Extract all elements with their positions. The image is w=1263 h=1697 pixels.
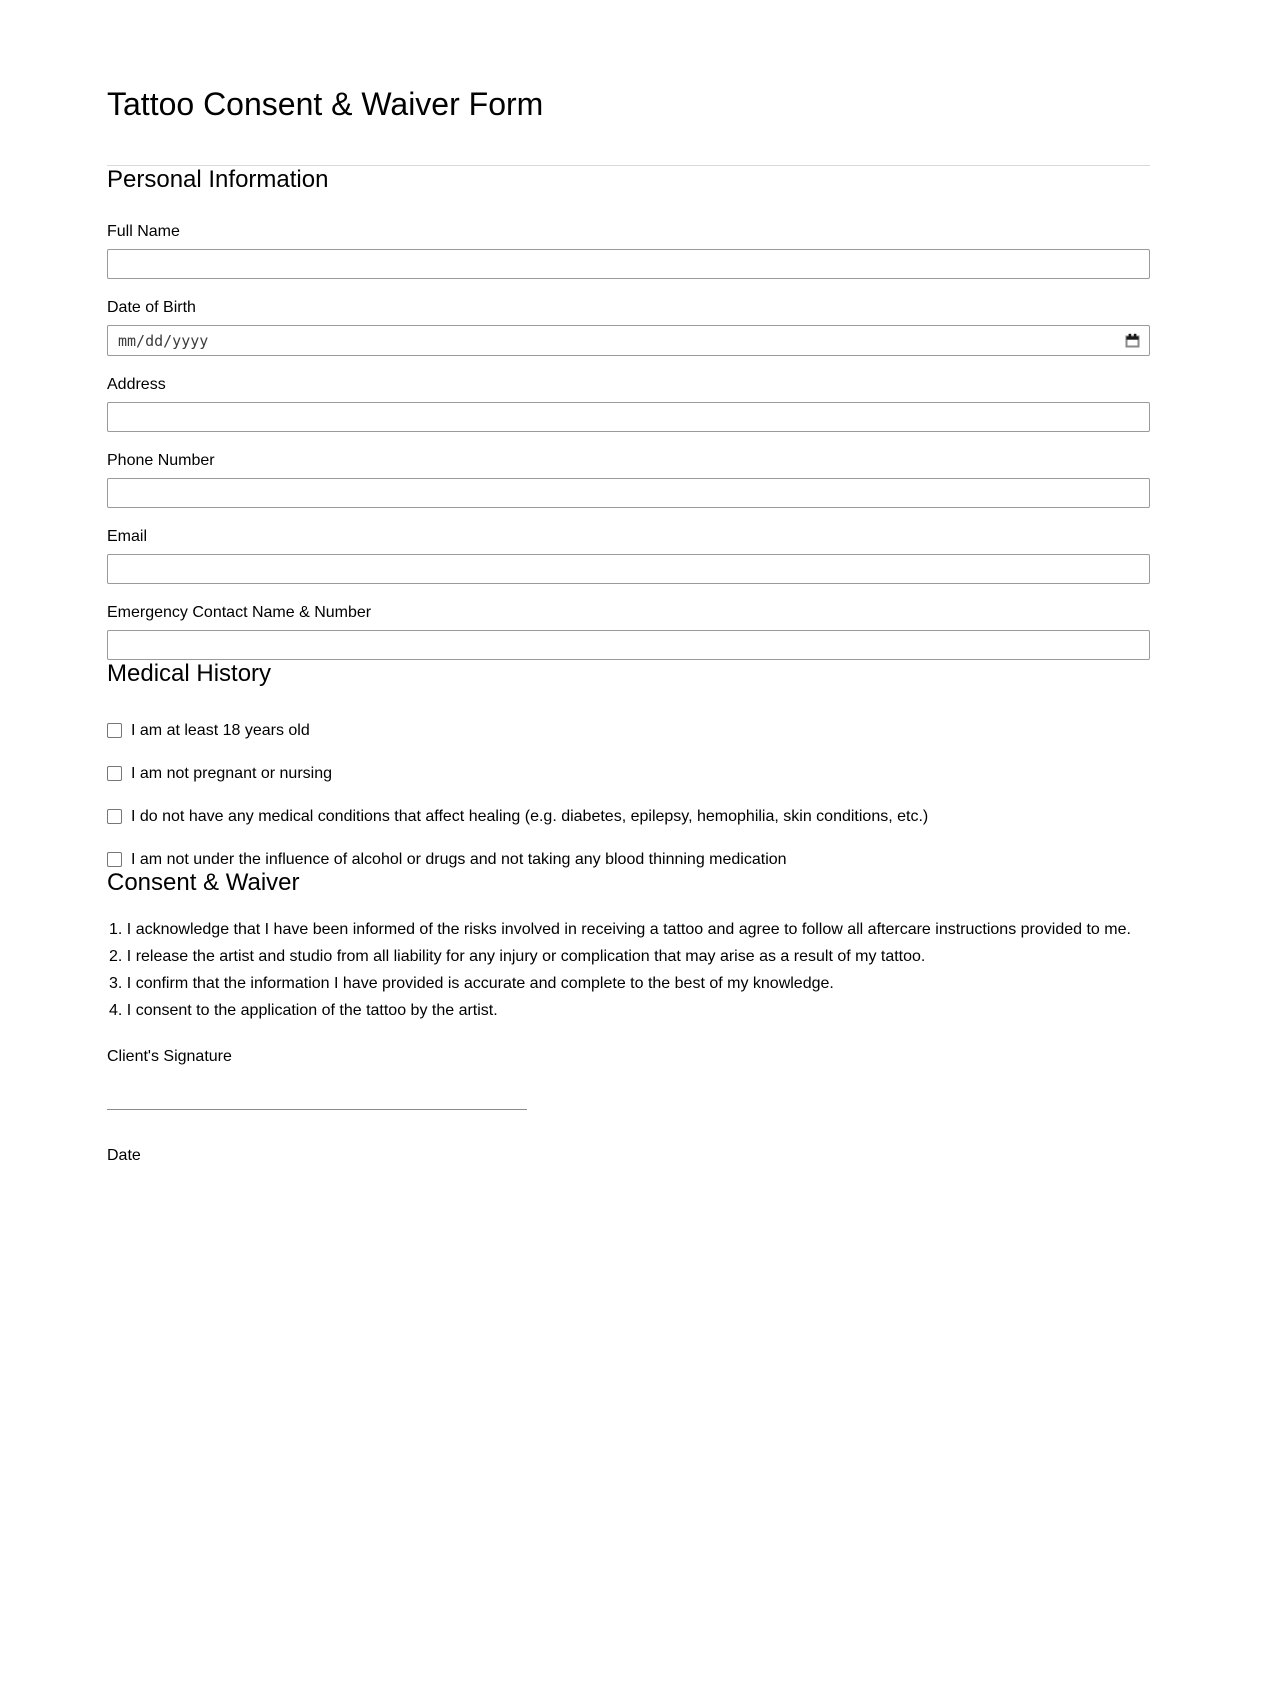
field-emergency-contact: [107, 605, 1150, 660]
section-heading-medical-history: Medical History: [107, 660, 272, 687]
alcohol-drugs-checkbox[interactable]: [107, 852, 122, 867]
check-row-age: [107, 721, 1150, 740]
email-label: Email: [107, 528, 148, 545]
section-heading-personal-information: Personal Information: [107, 166, 329, 193]
field-full-name: [107, 224, 1150, 279]
full-name-label: Full Name: [107, 223, 180, 240]
emergency-contact-input[interactable]: [107, 630, 1150, 660]
medical-conditions-checkbox[interactable]: [107, 809, 122, 824]
section-heading-consent-waiver: Consent & Waiver: [107, 869, 300, 896]
consent-item-liability: 2. I release the artist and studio from all liability for any injury or complication that may arise as a result of my tattoo.: [109, 943, 1150, 970]
page-title: Tattoo Consent & Waiver Form: [107, 86, 544, 122]
field-phone-number: [107, 453, 1150, 508]
full-name-input[interactable]: [107, 249, 1150, 279]
age-checkbox[interactable]: [107, 723, 122, 738]
check-row-alcohol-drugs: [107, 850, 1150, 869]
address-input[interactable]: [107, 402, 1150, 432]
pregnancy-checkbox[interactable]: [107, 766, 122, 781]
pregnancy-checkbox-label: I am not pregnant or nursing: [131, 765, 333, 782]
alcohol-drugs-checkbox-label: I am not under the influence of alcohol or drugs and not taking any blood thinning medication: [131, 851, 787, 868]
signature-line: [107, 1109, 527, 1110]
medical-history-checklist: [107, 721, 1150, 869]
date-of-birth-input[interactable]: [107, 325, 1150, 356]
medical-conditions-checkbox-label: I do not have any medical conditions that affect healing (e.g. diabetes, epilepsy, hemophilia, skin conditions, etc.): [131, 808, 929, 825]
emergency-contact-label: Emergency Contact Name & Number: [107, 604, 372, 621]
check-row-medical-conditions: [107, 807, 1150, 826]
age-checkbox-label: I am at least 18 years old: [131, 722, 310, 739]
phone-number-label: Phone Number: [107, 452, 215, 469]
field-date-of-birth: [107, 300, 1150, 356]
client-signature-label: Client's Signature: [107, 1048, 232, 1065]
date-label: Date: [107, 1147, 141, 1164]
field-address: [107, 377, 1150, 432]
consent-terms-list: [107, 916, 1150, 1024]
date-of-birth-label: Date of Birth: [107, 299, 196, 316]
date-placeholder-text: mm/dd/yyyy: [118, 331, 209, 350]
field-email: [107, 529, 1150, 584]
form-page: [107, 0, 1150, 1164]
consent-item-application: 4. I consent to the application of the tattoo by the artist.: [109, 997, 1150, 1024]
phone-number-input[interactable]: [107, 478, 1150, 508]
calendar-icon[interactable]: [1124, 333, 1140, 349]
consent-item-risks: 1. I acknowledge that I have been informed of the risks involved in receiving a tattoo and agree to follow all aftercare instructions provided to me.: [109, 916, 1150, 943]
consent-item-accuracy: 3. I confirm that the information I have provided is accurate and complete to the best of my knowledge.: [109, 970, 1150, 997]
email-input[interactable]: [107, 554, 1150, 584]
address-label: Address: [107, 376, 166, 393]
check-row-pregnancy: [107, 764, 1150, 783]
